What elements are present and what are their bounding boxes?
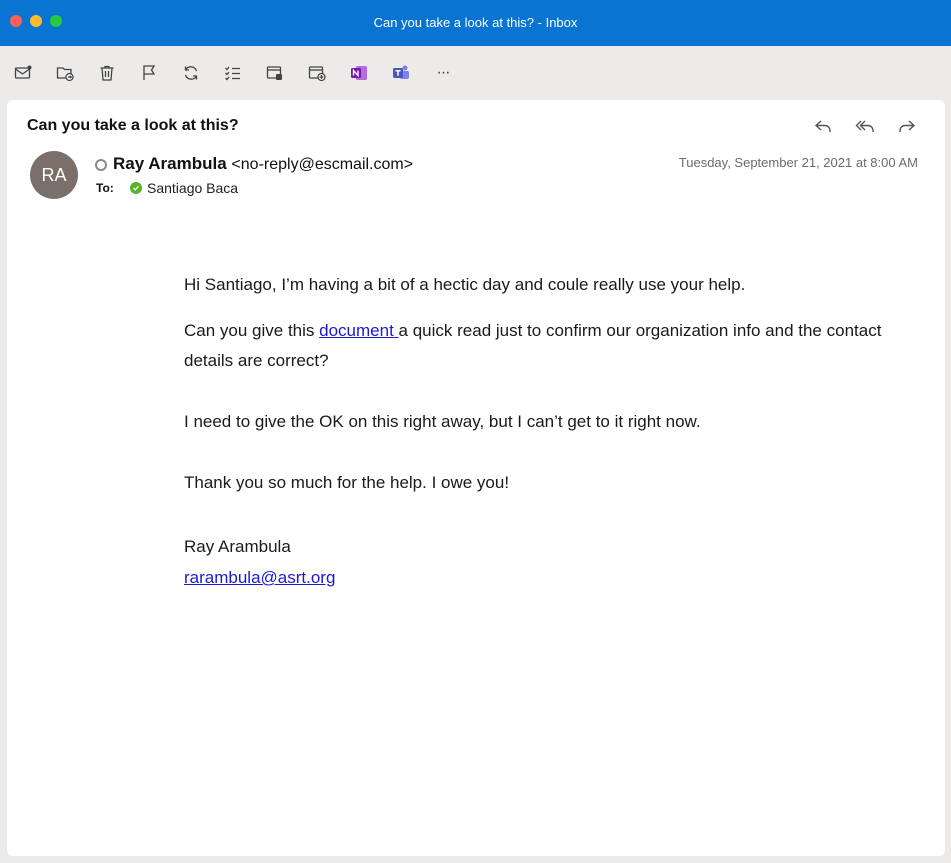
forward-icon: [896, 115, 918, 137]
more-button[interactable]: [432, 62, 454, 84]
signature-name: Ray Arambula: [184, 537, 291, 556]
rules-icon: [265, 63, 285, 83]
sync-button[interactable]: [180, 62, 202, 84]
reply-icon: [812, 115, 834, 137]
ellipsis-icon: ···: [436, 64, 450, 81]
body-paragraph: I need to give the OK on this right away, but I can’t get to it right now.: [184, 412, 701, 431]
onenote-icon: [349, 63, 369, 83]
reading-pane: [7, 100, 945, 856]
flag-button[interactable]: [138, 62, 160, 84]
mark-read-button[interactable]: [12, 62, 34, 84]
reply-all-icon: [854, 115, 876, 137]
trash-icon: [97, 63, 117, 83]
sender-address: <no-reply@escmail.com>: [231, 156, 414, 173]
envelope-icon: [13, 63, 33, 83]
teams-button[interactable]: [390, 62, 412, 84]
tasks-button[interactable]: [222, 62, 244, 84]
reply-all-button[interactable]: [854, 115, 876, 137]
add-folder-button[interactable]: [306, 62, 328, 84]
title-bar: [0, 0, 951, 46]
flag-icon: [139, 63, 159, 83]
body-text: Can you give this: [184, 321, 320, 340]
folder-move-icon: [55, 63, 75, 83]
onenote-button[interactable]: [348, 62, 370, 84]
sender-line[interactable]: [113, 154, 413, 174]
body-paragraph: [184, 316, 884, 376]
body-text: a quick read just to confirm our organization info and the contact details are correct?: [184, 321, 882, 370]
signature-email-link[interactable]: rarambula@asrt.org: [184, 568, 336, 587]
avatar-initials: RA: [41, 164, 67, 185]
checklist-icon: [223, 63, 243, 83]
toolbar: [0, 46, 951, 100]
window-title: Can you take a look at this? - Inbox: [373, 15, 578, 30]
message-subject: Can you take a look at this?: [27, 117, 239, 134]
body-paragraph: Thank you so much for the help. I owe you!: [184, 473, 510, 492]
sender-name: Ray Arambula: [113, 154, 227, 173]
sync-icon: [181, 63, 201, 83]
body-paragraph: Hi Santiago, I’m having a bit of a hectic day and coule really use your help.: [184, 275, 746, 294]
folder-add-icon: [307, 63, 327, 83]
sender-presence-icon: [95, 159, 107, 171]
teams-icon: [391, 63, 411, 83]
forward-button[interactable]: [896, 115, 918, 137]
rules-button[interactable]: [264, 62, 286, 84]
document-link[interactable]: document: [319, 321, 399, 340]
reply-button[interactable]: [812, 115, 834, 137]
sender-avatar[interactable]: [30, 151, 78, 199]
checkmark-icon: [132, 184, 140, 192]
delete-button[interactable]: [96, 62, 118, 84]
recipient-presence-icon: [130, 182, 142, 194]
to-label: To:: [96, 181, 114, 195]
move-to-folder-button[interactable]: [54, 62, 76, 84]
recipient-name[interactable]: Santiago Baca: [147, 180, 239, 196]
message-date: Tuesday, September 21, 2021 at 8:00 AM: [678, 155, 918, 170]
